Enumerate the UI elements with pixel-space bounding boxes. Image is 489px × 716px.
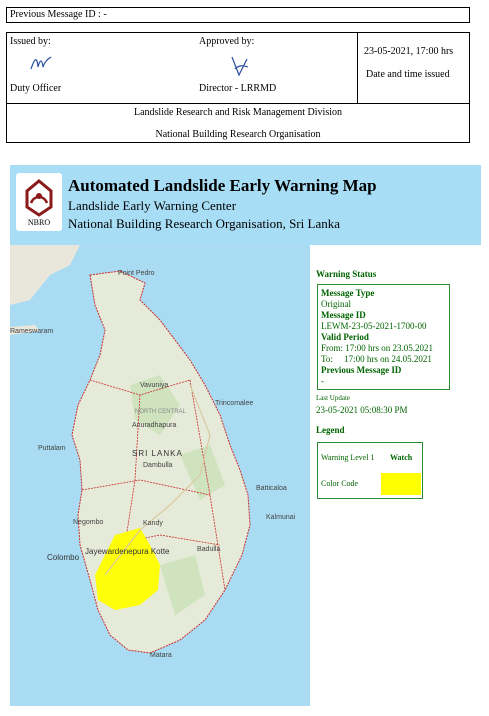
valid-period-label: Valid Period [321, 332, 369, 342]
label-puttalam: Puttalam [38, 445, 66, 452]
warning-status-heading: Warning Status [316, 269, 377, 279]
label-colombo: Colombo [47, 553, 80, 562]
issued-by-column [7, 33, 187, 103]
map-header [10, 165, 481, 245]
issued-by-role: Duty Officer [10, 83, 62, 94]
legend-box [317, 442, 423, 499]
label-trincomalee: Trincomalee [215, 400, 254, 407]
issue-details-box [6, 32, 470, 104]
label-batticaloa: Batticaloa [256, 485, 287, 492]
duty-officer-signature [29, 53, 53, 73]
nbro-logo [16, 173, 62, 231]
legend-heading: Legend [316, 425, 345, 435]
organisation-name: National Building Research Organisation [155, 129, 321, 140]
map-subtitle-center: Landslide Early Warning Center [68, 198, 237, 213]
label-kalmunai: Kalmunai [266, 514, 296, 521]
last-update: 23-05-2021 05:08:30 PM [316, 405, 408, 415]
warning-status-box [317, 284, 450, 390]
label-sri-lanka: SRI LANKA [132, 449, 183, 458]
message-id-label: Message ID [321, 310, 366, 320]
division-name: Landslide Research and Risk Management Division [133, 107, 342, 118]
legend-level-name: Watch [390, 453, 413, 462]
previous-message-id: Previous Message ID : - [10, 9, 107, 20]
label-dambulla: Dambulla [143, 462, 173, 469]
message-type: Original [321, 299, 351, 309]
valid-to: To: 17:00 hrs on 24.05.2021 [321, 354, 432, 364]
label-anuradhapura: Anuradhapura [132, 422, 177, 429]
issued-by-label: Issued by: [10, 36, 51, 47]
organisation-box [6, 103, 470, 143]
watch-color-swatch [381, 473, 421, 495]
approved-by-role: Director - LRRMD [199, 83, 277, 94]
previous-message-id-box [6, 7, 470, 23]
issue-date-column [357, 33, 470, 103]
previous-message-id-value: - [321, 376, 324, 386]
label-badulla: Badulla [197, 546, 221, 553]
label-matara: Matara [150, 652, 172, 659]
label-vavuniya: Vavuniya [140, 382, 169, 389]
map-subtitle-organisation: National Building Research Organisation, Sri Lanka [68, 216, 340, 231]
color-code-label: Color Code [321, 479, 359, 488]
previous-message-id-label: Previous Message ID [321, 365, 402, 375]
india-landmass [10, 245, 80, 305]
issue-datetime: 23-05-2021, 17:00 hrs [364, 46, 454, 57]
logo-text: NBRO [27, 218, 51, 227]
label-rameswaram: Rameswaram [10, 328, 54, 335]
director-signature [229, 53, 251, 79]
approved-by-column [187, 33, 357, 103]
label-north-central: NORTH CENTRAL [135, 409, 186, 415]
map-title: Automated Landslide Early Warning Map [68, 176, 377, 195]
warning-info-panel [310, 245, 481, 706]
message-type-label: Message Type [321, 288, 375, 298]
map-canvas [10, 245, 310, 706]
label-negombo: Negombo [73, 519, 104, 526]
message-id: LEWM-23-05-2021-1700-00 [321, 321, 427, 331]
last-update-label: Last Update [316, 394, 351, 402]
issue-datetime-caption: Date and time issued [366, 69, 450, 80]
sri-lanka-map[interactable] [10, 245, 310, 706]
label-kandy: Kandy [143, 520, 163, 527]
legend-level-label: Warning Level 1 [321, 453, 375, 462]
landslide-map-panel [10, 165, 481, 706]
valid-from: From: 17:00 hrs on 23.05.2021 [321, 343, 434, 353]
approved-by-label: Approved by: [199, 36, 255, 47]
label-point-pedro: Point Pedro [118, 270, 155, 277]
label-jayewardenepura: Jayewardenepura Kotte [85, 547, 170, 556]
